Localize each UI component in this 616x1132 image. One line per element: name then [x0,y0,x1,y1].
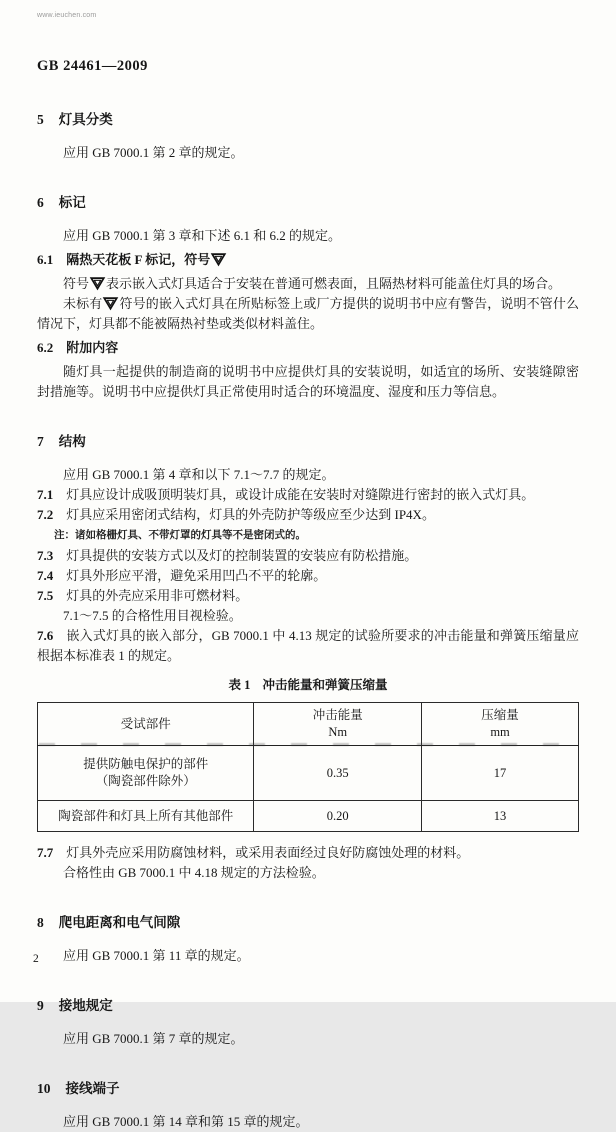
clause-number: 7.3 [37,548,54,563]
table-number: 表 1 [228,678,251,692]
cell-compression: 13 [422,801,579,832]
clause-10-body: 应用 GB 7000.1 第 14 章和第 15 章的规定。 [63,1114,309,1129]
text-run: 符号的嵌入式灯具在所贴标签上或厂方提供的说明书中应有警告，说明不管什么情况下，灯具都不能被隔热衬垫或类似材料盖住。 [37,296,579,331]
clause-6-1-para-2 [37,294,579,334]
clause-7-2 [37,505,579,525]
text-run: 符号 [63,276,90,291]
cell-compression: 17 [422,746,579,801]
clause-number: 7.7 [37,845,54,860]
clause-6-heading [37,193,579,213]
clause-text: 灯具外形应平滑，避免采用凹凸不平的轮廓。 [66,568,327,583]
clause-7-6 [37,626,579,666]
clause-number: 7.4 [37,568,54,583]
clause-number: 7 [37,434,44,449]
clause-9-heading [37,996,579,1016]
clause-7-intro: 应用 GB 7000.1 第 4 章和以下 7.1～7.7 的规定。 [63,467,335,482]
clause-10-heading [37,1079,579,1099]
clause-number: 6.2 [37,340,54,355]
clause-number: 7.1 [37,487,54,502]
clause-7-visual-check: 7.1～7.5 的合格性用目视检验。 [63,608,242,623]
text-run: 表示嵌入式灯具适合于安装在普通可燃表面，且隔热材料可能盖住灯具的场合。 [106,276,562,291]
clause-title: 爬电距离和电气间隙 [58,915,181,930]
clause-number: 8 [37,915,44,930]
table-row [38,746,579,801]
cell-part [38,746,254,801]
clause-7-2-note: 注：诸如格栅灯具、不带灯罩的灯具等不是密闭式的。 [54,530,306,541]
clause-text: 灯具应设计成吸顶明装灯具，或设计成能在安装时对缝隙进行密封的嵌入式灯具。 [66,487,535,502]
header-unit: mm [490,725,510,739]
clause-9-body: 应用 GB 7000.1 第 7 章的规定。 [63,1031,244,1046]
clause-7-7 [37,843,579,863]
clause-number: 6.1 [37,252,54,267]
f-mark-icon [103,297,118,310]
cell-energy: 0.20 [254,801,422,832]
clause-7-5 [37,586,579,606]
clause-number: 5 [37,112,44,127]
clause-7-heading [37,432,579,452]
clause-title: 灯具分类 [58,112,113,127]
table-row [38,801,579,832]
clause-5-body: 应用 GB 7000.1 第 2 章的规定。 [63,145,244,160]
column-header-part: 受试部件 [38,703,254,746]
clause-7-1 [37,485,579,505]
clause-number: 7.6 [37,628,54,643]
clause-7-3 [37,546,579,566]
clause-7-4 [37,566,579,586]
column-header-compression [422,703,579,746]
page-number: 2 [33,953,39,965]
clause-5-heading [37,110,579,130]
clause-text: 灯具的外壳应采用非可燃材料。 [66,588,249,603]
clause-text: 灯具应采用密闭式结构，灯具的外壳防护等级应至少达到 IP4X。 [66,507,435,522]
clause-title: 附加内容 [66,340,119,355]
clause-number: 9 [37,998,44,1013]
header-line: 冲击能量 [312,708,363,722]
clause-title: 接地规定 [58,998,113,1013]
header-line: 压缩量 [481,708,519,722]
column-header-impact-energy [254,703,422,746]
table-header-row [38,703,579,746]
clause-8-body: 应用 GB 7000.1 第 11 章的规定。 [63,948,250,963]
cell-line: 提供防触电保护的部件 [83,757,209,771]
clause-6-1-heading [37,250,579,270]
clause-7-7-check: 合格性由 GB 7000.1 中 4.18 规定的方法检验。 [63,865,325,880]
cell-energy: 0.35 [254,746,422,801]
clause-text: 灯具外壳应采用防腐蚀材料，或采用表面经过良好防腐蚀处理的材料。 [66,845,470,860]
clause-title: 标记 [58,195,86,210]
f-mark-icon [90,277,105,290]
clause-number: 6 [37,195,44,210]
clause-6-2-body: 随灯具一起提供的制造商的说明书中应提供灯具的安装说明，如适宜的场所、安装缝隙密封措施等。说明书中应提供灯具正常使用时适合的环境温度、湿度和压力等信息。 [37,364,579,399]
table-1-title [37,675,579,695]
standard-number: GB 24461—2009 [37,58,148,74]
text-run: 未标有 [63,296,103,311]
table-caption: 冲击能量和弹簧压缩量 [262,678,388,692]
table-1 [37,702,579,832]
clause-title: 隔热天花板 F 标记，符号 [66,252,211,267]
cell-line: （陶瓷部件除外） [95,774,196,788]
clause-number: 10 [37,1081,51,1096]
clause-title: 结构 [58,434,86,449]
clause-6-2-heading [37,338,579,358]
clause-8-heading [37,913,579,933]
clause-title: 接线端子 [65,1081,120,1096]
f-mark-icon [211,253,226,266]
site-watermark: www.ieuchen.com [37,12,97,19]
clause-number: 7.2 [37,507,54,522]
clause-number: 7.5 [37,588,54,603]
cell-part: 陶瓷部件和灯具上所有其他部件 [38,801,254,832]
clause-text: 嵌入式灯具的嵌入部分，GB 7000.1 中 4.13 规定的试验所要求的冲击能量和弹簧压缩量应根据本标准表 1 的规定。 [37,628,579,663]
clause-6-1-para-1 [37,274,579,294]
header-unit: Nm [328,725,348,739]
clause-6-body: 应用 GB 7000.1 第 3 章和下述 6.1 和 6.2 的规定。 [63,228,342,243]
clause-text: 灯具提供的安装方式以及灯的控制装置的安装应有防松措施。 [66,548,418,563]
